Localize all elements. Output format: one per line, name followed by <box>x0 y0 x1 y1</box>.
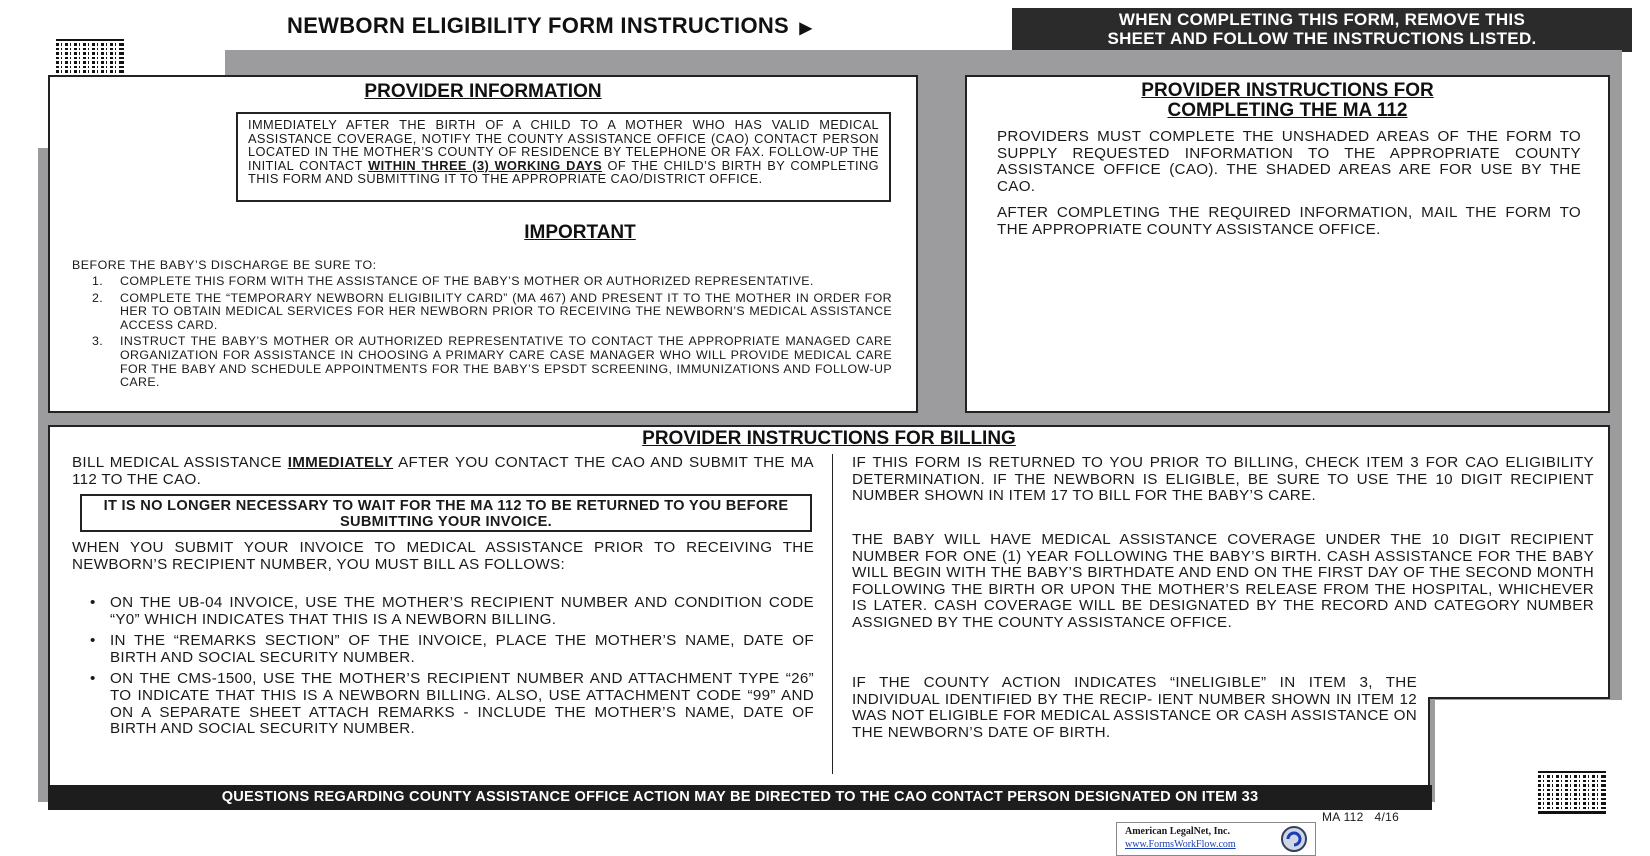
billing-right-paragraph-2: THE BABY WILL HAVE MEDICAL ASSISTANCE COVERAGE UNDER THE 10 DIGIT RECIPIENT NUMBER FOR ONE (1) YEAR FOLLOWING THE BABY’S BIRTH. CASH ASSISTANCE FOR THE BABY WILL BEGIN WITH THE BABY’S BIRTHDATE AND END ON THE FIRST DAY OF THE SECOND MONTH FOLLOWING THE BIRTH OR UPON THE MOTHER’S RELEASE FROM THE HOSPITAL, WHICHEVER IS LATER. CASH COVERAGE WILL BE DESIGNATED BY THE RECORD AND CATEGORY NUMBER ASSIGNED BY THE COUNTY ASSISTANCE OFFICE. <box>852 531 1594 631</box>
submit-invoice-paragraph: WHEN YOU SUBMIT YOUR INVOICE TO MEDICAL ASSISTANCE PRIOR TO RECEIVING THE NEWBORN’S RECIPIENT NUMBER, YOU MUST BILL AS FOLLOWS: <box>72 539 814 573</box>
provider-information-text-continued: OF THE CHILD’S BIRTH BY COMPLETING THIS FORM AND SUBMITTING IT TO THE APPROPRIATE CAO/DISTRICT OFFICE. <box>248 157 879 187</box>
step-number: 2. <box>92 290 104 305</box>
billing-heading: PROVIDER INSTRUCTIONS FOR BILLING <box>642 428 1016 449</box>
completing-paragraph-1: PROVIDERS MUST COMPLETE THE UNSHADED AREAS OF THE FORM TO SUPPLY REQUESTED INFORMATION TO THE APPROPRIATE COUNTY ASSISTANCE OFFICE (CAO). THE SHADED AREAS ARE FOR USE BY THE CAO. <box>997 128 1581 195</box>
bullet-text: ON THE CMS-1500, USE THE MOTHER’S RECIPIENT NUMBER AND ATTACHMENT TYPE “26” TO INDICATE THAT THIS IS A NEWBORN BILLING. ALSO, USE ATTACHMENT CODE “99” AND ON A SEPARATE SHEET ATTACH REMARKS - INCLUDE THE MOTHER’S NAME, DATE OF BIRTH AND SOCIAL SECURITY NUMBER. <box>110 670 814 738</box>
completing-heading-line-1: PROVIDER INSTRUCTIONS FOR <box>1141 80 1434 101</box>
billing-column-divider <box>832 454 833 774</box>
publisher-logo-icon <box>1279 825 1309 853</box>
completing-instructions-panel <box>965 75 1610 413</box>
completing-paragraph-2: AFTER COMPLETING THE REQUIRED INFORMATION, MAIL THE FORM TO THE APPROPRIATE COUNTY ASSISTANCE OFFICE. <box>997 204 1581 238</box>
bullet-text: IN THE “REMARKS SECTION” OF THE INVOICE, PLACE THE MOTHER’S NAME, DATE OF BIRTH AND SOCIAL SECURITY NUMBER. <box>110 632 814 666</box>
step-text: INSTRUCT THE BABY’S MOTHER OR AUTHORIZED REPRESENTATIVE TO CONTACT THE APPROPRIATE MANAGED CARE ORGANIZATION FOR ASSISTANCE IN CHOOSING A PRIMARY CARE CASE MANAGER WHO WILL PROVIDE MEDICAL CARE FOR THE BABY AND SCHEDULE APPOINTMENTS FOR THE BABY’S EPSDT SCREENING, IMMUNIZATIONS AND FOLLOW-UP CARE. <box>120 334 892 390</box>
step-number: 1. <box>92 274 104 288</box>
provider-information-text: IMMEDIATELY AFTER THE BIRTH OF A CHILD TO A MOTHER WHO HAS VALID MEDICAL ASSISTANCE COVERAGE, NOTIFY THE COUNTY ASSISTANCE OFFICE (CAO) CONTACT PERSON LOCATED IN THE MOTHER’S COUNTY OF RESIDENCE BY TELEPHONE OR FAX. FOLLOW-UP THE INITIAL CONTACT <box>248 117 879 173</box>
billing-bullet-item <box>72 633 814 666</box>
billing-intro-text: BILL MEDICAL ASSISTANCE <box>72 454 288 471</box>
working-days-emphasis: WITHIN THREE (3) WORKING DAYS <box>368 157 603 173</box>
step-text: COMPLETE THIS FORM WITH THE ASSISTANCE OF THE BABY’S MOTHER OR AUTHORIZED REPRESENTATIVE. <box>120 274 814 288</box>
billing-bullet-list <box>72 595 814 743</box>
remove-sheet-notice <box>1012 8 1632 52</box>
important-heading: IMPORTANT <box>524 222 636 243</box>
discharge-step <box>72 292 892 333</box>
discharge-step <box>72 335 892 389</box>
notice-line-2: SHEET AND FOLLOW THE INSTRUCTIONS LISTED. <box>1107 29 1537 48</box>
bullet-icon: • <box>90 670 96 688</box>
publisher-badge <box>1116 822 1316 856</box>
notice-line-1: WHEN COMPLETING THIS FORM, REMOVE THIS <box>1118 10 1526 29</box>
form-rev-date: 4/16 <box>1374 810 1400 824</box>
page-title-text: NEWBORN ELIGIBILITY FORM INSTRUCTIONS <box>287 13 790 38</box>
publisher-link[interactable]: www.FormsWorkFlow.com <box>1125 839 1236 850</box>
cao-questions-bar: QUESTIONS REGARDING COUNTY ASSISTANCE OFFICE ACTION MAY BE DIRECTED TO THE CAO CONTACT PERSON DESIGNATED ON ITEM 33 <box>48 785 1432 810</box>
bullet-icon: • <box>90 594 96 611</box>
provider-information-text-box <box>236 112 891 202</box>
billing-intro-text-continued: AFTER YOU CONTACT THE CAO AND SUBMIT THE MA 112 TO THE CAO. <box>72 454 814 488</box>
page-title <box>287 13 812 39</box>
discharge-step <box>72 275 892 289</box>
step-number: 3. <box>92 334 104 349</box>
billing-right-paragraph-1: IF THIS FORM IS RETURNED TO YOU PRIOR TO BILLING, CHECK ITEM 3 FOR CAO ELIGIBILITY DETERMINATION. IF THE NEWBORN IS ELIGIBLE, BE SURE TO USE THE 10 DIGIT RECIPIENT NUMBER SHOWN IN ITEM 17 TO BILL FOR THE BABY’S CARE. <box>852 454 1594 505</box>
qr-code-bottom-right-icon <box>1538 770 1606 814</box>
completing-heading <box>967 81 1608 121</box>
publisher-name: American LegalNet, Inc. <box>1125 826 1230 837</box>
completing-heading-line-2: COMPLETING THE MA 112 <box>1167 100 1408 121</box>
bullet-icon: • <box>90 632 96 650</box>
billing-intro <box>72 455 814 488</box>
provider-information-heading: PROVIDER INFORMATION <box>364 81 602 102</box>
form-id: MA 112 <box>1322 810 1364 824</box>
immediately-emphasis: IMMEDIATELY <box>287 454 394 471</box>
discharge-intro: BEFORE THE BABY’S DISCHARGE BE SURE TO: <box>72 258 377 272</box>
billing-bullet-item <box>72 595 814 628</box>
provider-information-panel <box>48 75 918 413</box>
discharge-steps-list <box>72 275 892 393</box>
no-wait-callout: IT IS NO LONGER NECESSARY TO WAIT FOR THE MA 112 TO BE RETURNED TO YOU BEFORE SUBMITTING YOUR INVOICE. <box>80 494 812 532</box>
billing-right-paragraph-3: IF THE COUNTY ACTION INDICATES “INELIGIBLE” IN ITEM 3, THE INDIVIDUAL IDENTIFIED BY THE RECIP- IENT NUMBER SHOWN IN ITEM 12 WAS NOT ELIGIBLE FOR MEDICAL ASSISTANCE OR CASH ASSISTANCE ON THE NEWBORN’S DATE OF BIRTH. <box>852 674 1417 741</box>
step-text: COMPLETE THE “TEMPORARY NEWBORN ELIGIBILITY CARD” (MA 467) AND PRESENT IT TO THE MOTHER IN ORDER FOR HER TO OBTAIN MEDICAL SERVICES FOR HER NEWBORN PRIOR TO RECEIVING THE NEWBORN’S MEDICAL ASSISTANCE ACCESS CARD. <box>120 290 892 332</box>
billing-bullet-item <box>72 671 814 737</box>
form-revision <box>1322 810 1399 824</box>
bullet-text: ON THE UB-04 INVOICE, USE THE MOTHER’S RECIPIENT NUMBER AND CONDITION CODE “Y0” WHICH INDICATES THAT THIS IS A NEWBORN BILLING. <box>110 594 814 628</box>
arrow-right-icon: ▶ <box>799 20 813 37</box>
billing-panel-notch-edge <box>1428 697 1610 699</box>
